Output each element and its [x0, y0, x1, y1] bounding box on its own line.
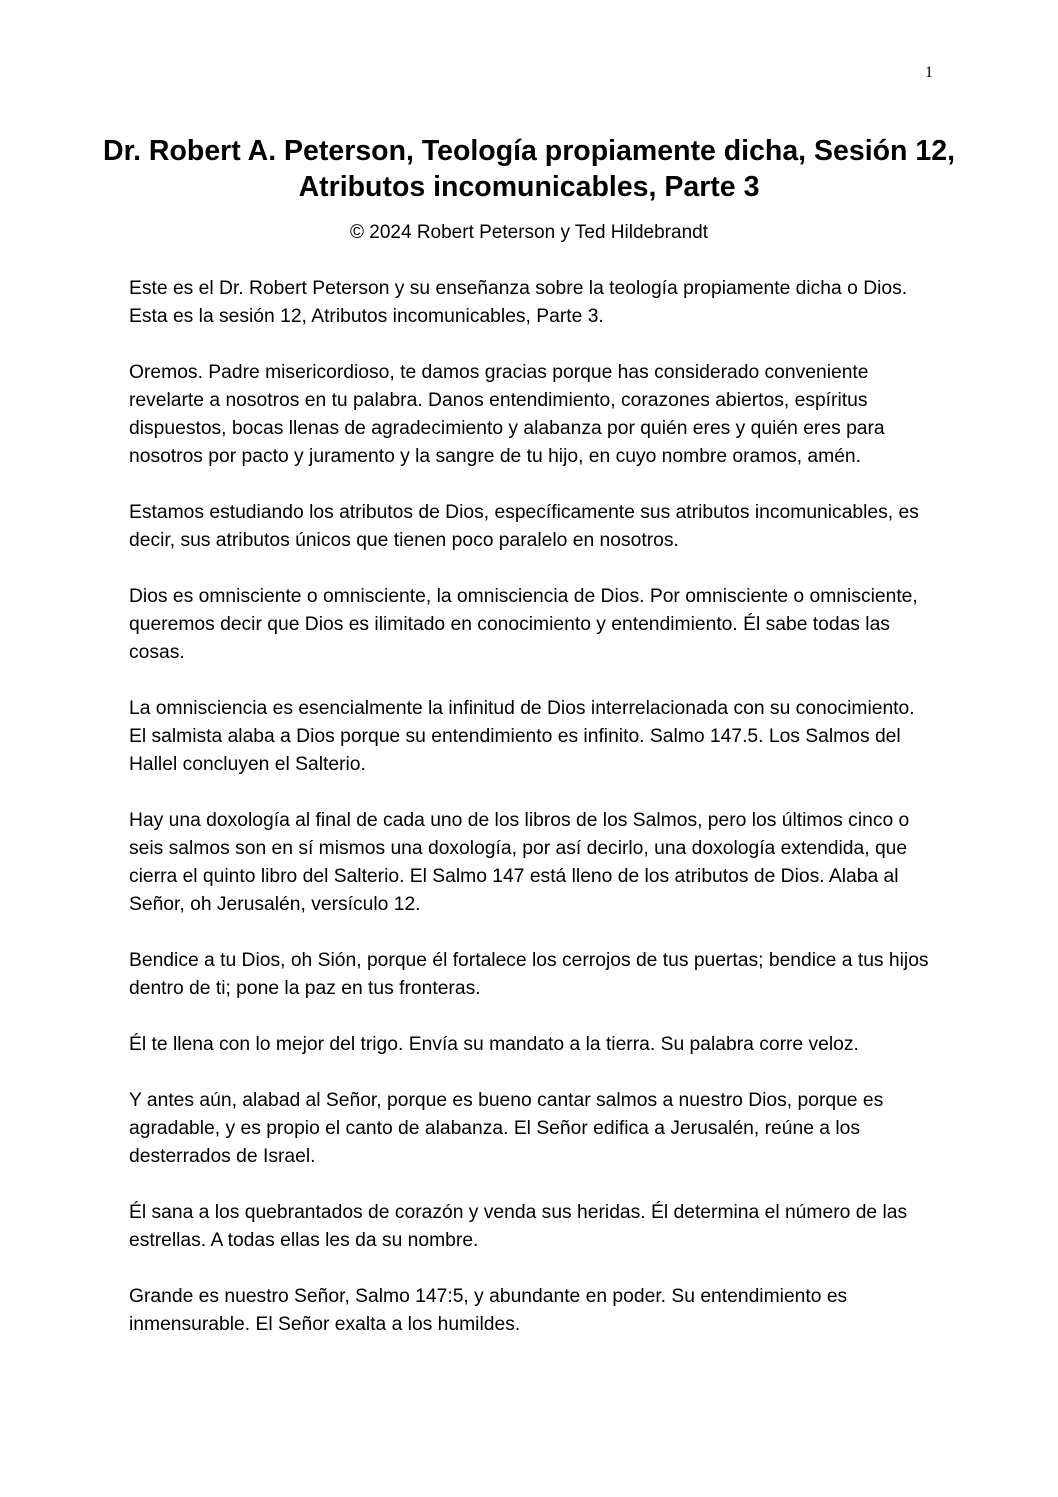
document-body: [129, 275, 929, 1367]
paragraph: Hay una doxología al final de cada uno de los libros de los Salmos, pero los últimos cinco o seis salmos son en sí mismos una doxología, por así decirlo, una doxología extendida, que cierra el quinto libro del Salterio. El Salmo 147 está lleno de los atributos de Dios. Alaba al Señor, oh Jerusalén, versículo 12.: [129, 810, 910, 915]
paragraph-intro: Este es el Dr. Robert Peterson y su enseñanza sobre la teología propiamente dicha o Dios. Esta es la sesión 12, Atributos incomunicables, Parte 3.: [129, 278, 908, 327]
paragraph: Grande es nuestro Señor, Salmo 147:5, y abundante en poder. Su entendimiento es inmensurable. El Señor exalta a los humildes.: [129, 1286, 848, 1335]
paragraph-prayer: Oremos. Padre misericordioso, te damos gracias porque has considerado conveniente revelarte a nosotros en tu palabra. Danos entendimiento, corazones abiertos, espíritus dispuestos, bocas llenas de agradecimiento y alabanza por quién eres y quién eres para nosotros por pacto y juramento y la sangre de tu hijo, en cuyo nombre oramos, amén.: [129, 362, 885, 467]
paragraph: Bendice a tu Dios, oh Sión, porque él fortalece los cerrojos de tus puertas; bendice a tus hijos dentro de ti; pone la paz en tus fronteras.: [129, 950, 929, 999]
paragraph: Él sana a los quebrantados de corazón y venda sus heridas. Él determina el número de las estrellas. A todas ellas les da su nombre.: [129, 1202, 908, 1251]
paragraph: La omnisciencia es esencialmente la infinitud de Dios interrelacionada con su conocimiento. El salmista alaba a Dios porque su entendimiento es infinito. Salmo 147.5. Los Salmos del Hallel concluyen el Salterio.: [129, 698, 915, 775]
page-number: 1: [925, 64, 933, 81]
paragraph: Estamos estudiando los atributos de Dios, específicamente sus atributos incomunicables, es decir, sus atributos únicos que tienen poco paralelo en nosotros.: [129, 502, 919, 551]
paragraph: Y antes aún, alabad al Señor, porque es bueno cantar salmos a nuestro Dios, porque es agradable, y es propio el canto de alabanza. El Señor edifica a Jerusalén, reúne a los desterrados de Israel.: [129, 1090, 884, 1167]
paragraph: Dios es omnisciente o omnisciente, la omnisciencia de Dios. Por omnisciente o omnisciente, queremos decir que Dios es ilimitado en conocimiento y entendimiento. Él sabe todas las cosas.: [129, 586, 918, 663]
paragraph: Él te llena con lo mejor del trigo. Envía su mandato a la tierra. Su palabra corre veloz.: [129, 1034, 859, 1055]
copyright-line: © 2024 Robert Peterson y Ted Hildebrandt: [350, 222, 708, 243]
document-title: Dr. Robert A. Peterson, Teología propiamente dicha, Sesión 12, Atributos incomunicables, Parte 3: [102, 135, 956, 203]
